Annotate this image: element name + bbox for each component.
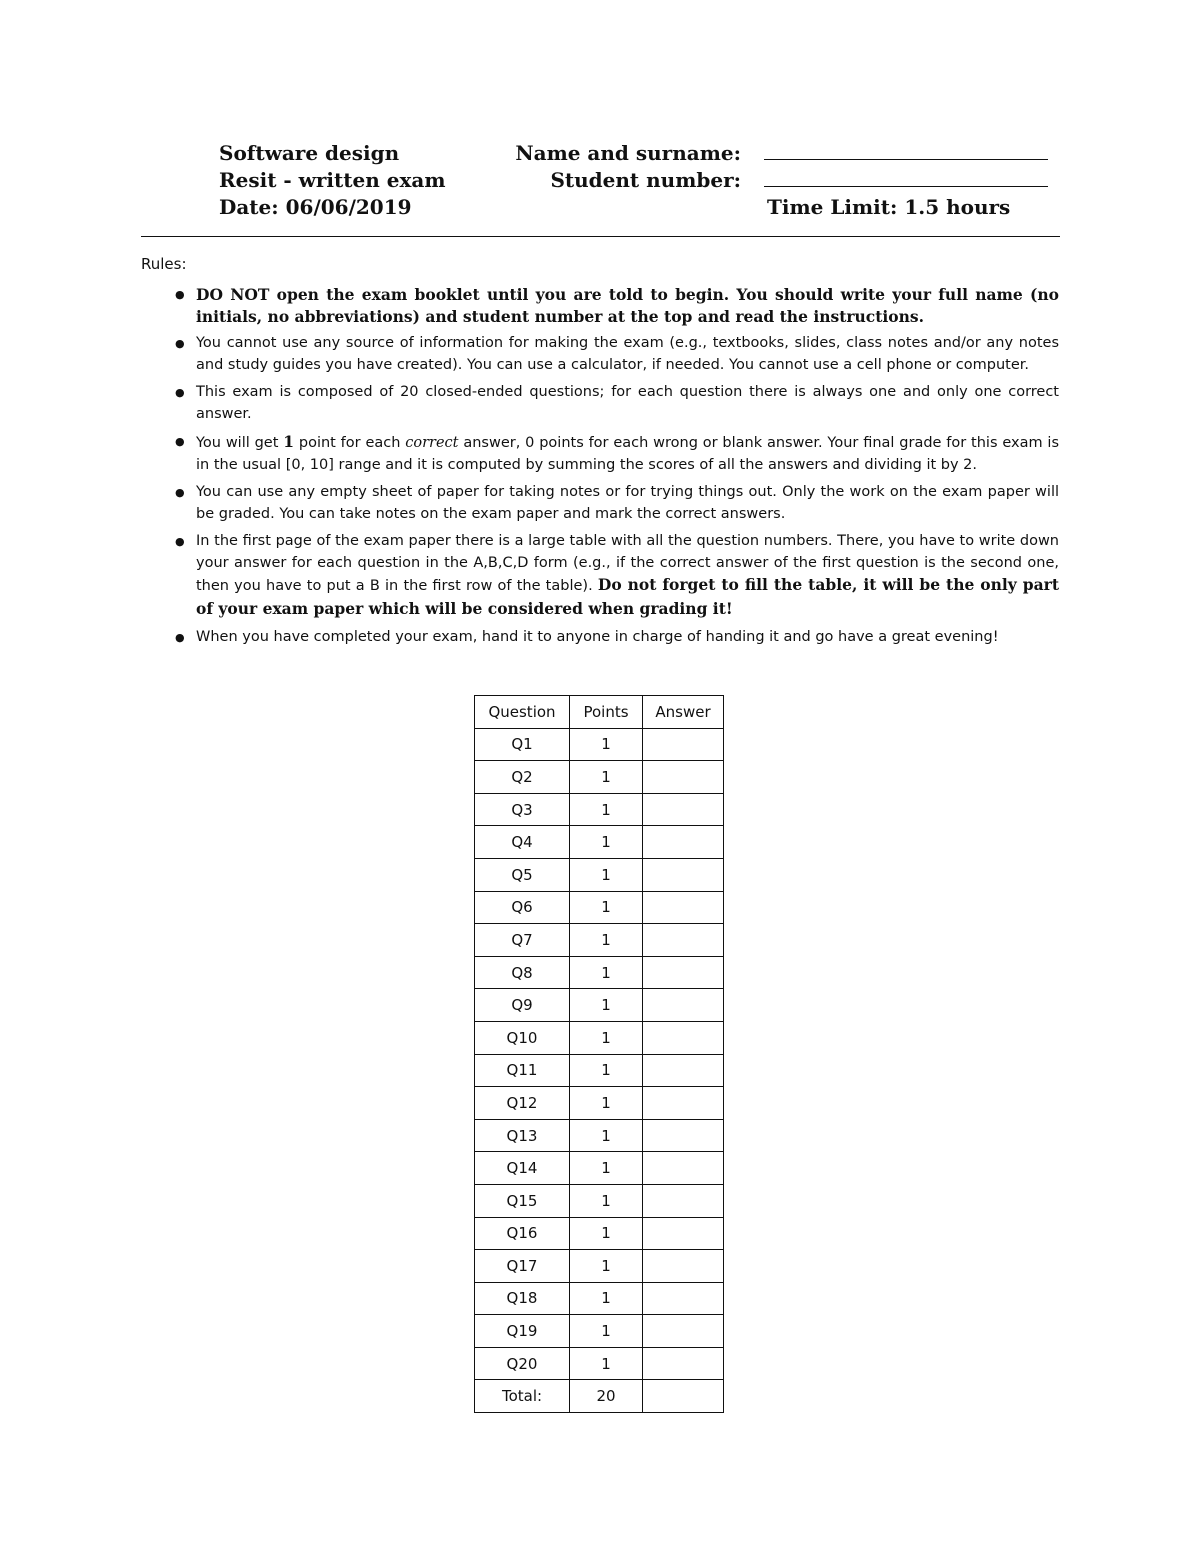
- name-field-line[interactable]: [764, 159, 1048, 160]
- rule-text: This exam is composed of 20 closed-ended questions; for each question there is always one and only one correct answer.: [196, 384, 1059, 422]
- bullet-icon: ●: [175, 486, 185, 499]
- table-header-row: [475, 696, 724, 729]
- table-row: [475, 1315, 724, 1348]
- table-row: [475, 1119, 724, 1152]
- points-cell: 1: [570, 1282, 643, 1315]
- answer-cell[interactable]: [643, 1250, 724, 1283]
- rule-text-bold: 1: [283, 432, 295, 451]
- table-row: [475, 1021, 724, 1054]
- student-number-field-line[interactable]: [764, 186, 1048, 187]
- answer-cell[interactable]: [643, 924, 724, 957]
- table-row: [475, 891, 724, 924]
- list-item: [175, 382, 1059, 425]
- answer-cell[interactable]: [643, 1152, 724, 1185]
- list-item: [175, 627, 1059, 649]
- points-cell: 1: [570, 728, 643, 761]
- question-cell: Q16: [475, 1217, 570, 1250]
- points-cell: 1: [570, 1054, 643, 1087]
- question-cell: Q18: [475, 1282, 570, 1315]
- table-row: [475, 1217, 724, 1250]
- points-cell: 1: [570, 1315, 643, 1348]
- question-cell: Q3: [475, 793, 570, 826]
- column-header-answer: Answer: [643, 696, 724, 729]
- question-cell: Q17: [475, 1250, 570, 1283]
- table-row: [475, 858, 724, 891]
- bullet-icon: ●: [175, 631, 185, 644]
- list-item: [175, 333, 1059, 376]
- points-cell: 1: [570, 1184, 643, 1217]
- question-cell: Q8: [475, 956, 570, 989]
- list-item: [175, 482, 1059, 525]
- rule-text-bold: Do not forget to fill the table, it will be the only part of your exam paper which will be considered when grading it!: [196, 575, 1059, 618]
- points-cell: 1: [570, 1119, 643, 1152]
- rule-text: You will get: [196, 435, 284, 451]
- header-fields: [505, 140, 741, 194]
- exam-date: Date: 06/06/2019: [219, 195, 412, 219]
- rule-text-italic: correct: [405, 435, 459, 451]
- question-cell: Q2: [475, 761, 570, 794]
- question-cell: Q20: [475, 1347, 570, 1380]
- table-row: [475, 728, 724, 761]
- points-cell: 1: [570, 891, 643, 924]
- student-number-label: Student number:: [550, 168, 741, 192]
- table-row: [475, 1282, 724, 1315]
- table-row: [475, 956, 724, 989]
- list-item: [175, 284, 1059, 327]
- total-label: Total:: [475, 1380, 570, 1413]
- bullet-icon: ●: [175, 535, 185, 548]
- answer-cell[interactable]: [643, 1315, 724, 1348]
- points-cell: 1: [570, 924, 643, 957]
- answer-cell[interactable]: [643, 826, 724, 859]
- question-cell: Q15: [475, 1184, 570, 1217]
- rule-text: You cannot use any source of information for making the exam (e.g., textbooks, slides, class notes and/or any notes and study guides you have created). You can use a calculator, if needed. You cannot use a cell phone or computer.: [196, 335, 1059, 373]
- table-row: [475, 989, 724, 1022]
- bullet-icon: ●: [175, 386, 185, 399]
- bullet-icon: ●: [175, 337, 185, 350]
- bullet-icon: ●: [175, 288, 185, 301]
- rules-label: Rules:: [141, 255, 187, 273]
- points-cell: 1: [570, 793, 643, 826]
- points-cell: 1: [570, 956, 643, 989]
- answer-cell[interactable]: [643, 891, 724, 924]
- answer-table-body: [475, 728, 724, 1380]
- answer-cell[interactable]: [643, 728, 724, 761]
- answer-table: [474, 695, 724, 1413]
- rule-text: When you have completed your exam, hand it to anyone in charge of handing it and go have a great evening!: [196, 629, 999, 645]
- header-left: [219, 140, 446, 221]
- question-cell: Q4: [475, 826, 570, 859]
- points-cell: 1: [570, 858, 643, 891]
- answer-cell[interactable]: [643, 989, 724, 1022]
- question-cell: Q1: [475, 728, 570, 761]
- rule-text: In the first page of the exam paper there is a large table with all the question numbers. There, you have to write down your answer for each question in the A,B,C,D form (e.g., if the correct answer of the first question is the second one, then you have to put a B in the first row of the table).: [196, 533, 1059, 594]
- total-row: [475, 1380, 724, 1413]
- rule-text: answer, 0 points for each wrong or blank answer. Your final grade for this exam is in the usual [0, 10] range and it is computed by summing the scores of all the answers and dividing it by 2.: [196, 435, 1060, 473]
- rule-text: point for each: [294, 435, 406, 451]
- answer-cell[interactable]: [643, 1087, 724, 1120]
- points-cell: 1: [570, 1021, 643, 1054]
- name-label: Name and surname:: [515, 141, 741, 165]
- answer-cell[interactable]: [643, 1054, 724, 1087]
- exam-type: Resit - written exam: [219, 168, 446, 192]
- rules-list: [175, 284, 1059, 655]
- course-title: Software design: [219, 141, 400, 165]
- bullet-icon: ●: [175, 435, 185, 448]
- table-row: [475, 1087, 724, 1120]
- table-row: [475, 1347, 724, 1380]
- answer-cell[interactable]: [643, 793, 724, 826]
- column-header-points: Points: [570, 696, 643, 729]
- total-points: 20: [570, 1380, 643, 1413]
- points-cell: 1: [570, 1250, 643, 1283]
- points-cell: 1: [570, 1087, 643, 1120]
- answer-cell[interactable]: [643, 1021, 724, 1054]
- points-cell: 1: [570, 989, 643, 1022]
- points-cell: 1: [570, 1217, 643, 1250]
- answer-cell[interactable]: [643, 1282, 724, 1315]
- question-cell: Q6: [475, 891, 570, 924]
- table-row: [475, 1184, 724, 1217]
- points-cell: 1: [570, 761, 643, 794]
- header-divider: [141, 236, 1060, 237]
- question-cell: Q13: [475, 1119, 570, 1152]
- answer-cell[interactable]: [643, 858, 724, 891]
- question-cell: Q7: [475, 924, 570, 957]
- points-cell: 1: [570, 1347, 643, 1380]
- table-row: [475, 1152, 724, 1185]
- answer-cell[interactable]: [643, 1184, 724, 1217]
- answer-cell[interactable]: [643, 1347, 724, 1380]
- answer-cell[interactable]: [643, 956, 724, 989]
- rule-text: You can use any empty sheet of paper for taking notes or for trying things out. Only the work on the exam paper will be graded. You can take notes on the exam paper and mark the correct answers.: [196, 484, 1059, 522]
- question-cell: Q12: [475, 1087, 570, 1120]
- question-cell: Q14: [475, 1152, 570, 1185]
- question-cell: Q9: [475, 989, 570, 1022]
- table-row: [475, 826, 724, 859]
- column-header-question: Question: [475, 696, 570, 729]
- table-row: [475, 1054, 724, 1087]
- question-cell: Q5: [475, 858, 570, 891]
- question-cell: Q19: [475, 1315, 570, 1348]
- table-row: [475, 761, 724, 794]
- table-row: [475, 924, 724, 957]
- table-row: [475, 1250, 724, 1283]
- points-cell: 1: [570, 1152, 643, 1185]
- answer-cell[interactable]: [643, 761, 724, 794]
- points-cell: 1: [570, 826, 643, 859]
- table-row: [475, 793, 724, 826]
- question-cell: Q10: [475, 1021, 570, 1054]
- list-item: [175, 431, 1059, 476]
- rule-text: DO NOT open the exam booklet until you are told to begin. You should write your full name (no initials, no abbreviations) and student number at the top and read the instructions.: [196, 285, 1059, 326]
- list-item: [175, 531, 1059, 621]
- time-limit: Time Limit: 1.5 hours: [767, 195, 1011, 219]
- answer-cell[interactable]: [643, 1119, 724, 1152]
- answer-cell[interactable]: [643, 1217, 724, 1250]
- question-cell: Q11: [475, 1054, 570, 1087]
- total-answer-cell: [643, 1380, 724, 1413]
